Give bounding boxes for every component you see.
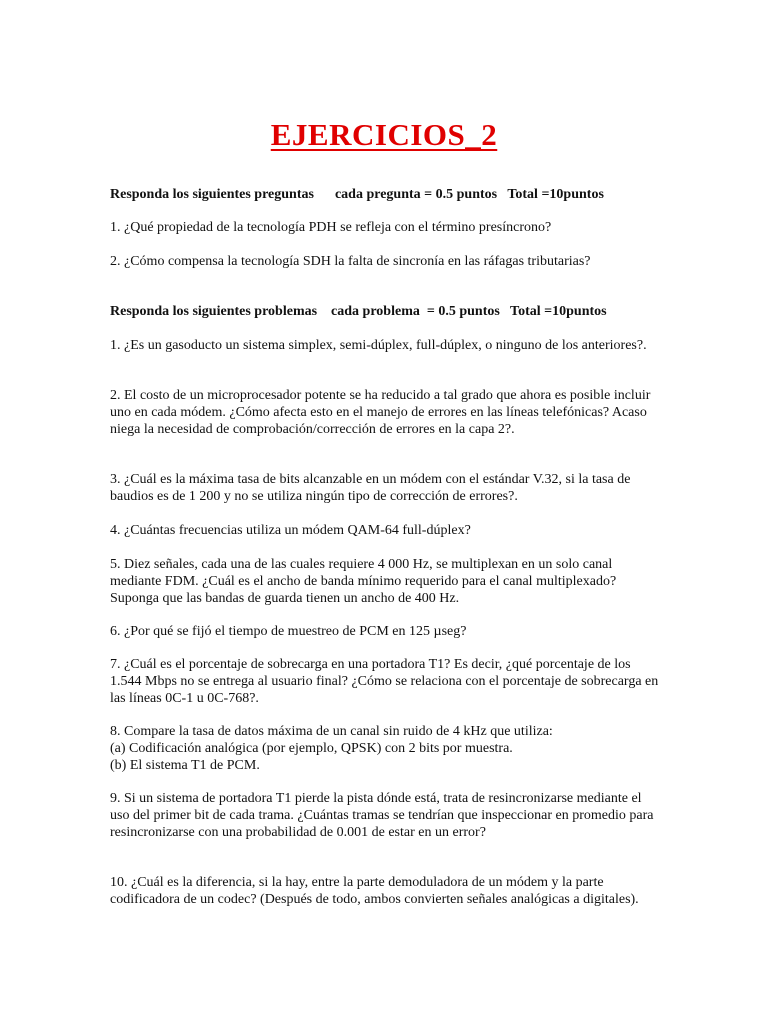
problem-9: 9. Si un sistema de portadora T1 pierde la pista dónde está, trata de resincronizarse mediante el uso del primer bit de cada trama. ¿Cuántas tramas se tendrían que inspeccionar en promedio para resincronizarse con una probabilidad de 0.001 de estar en un error?: [110, 791, 654, 840]
question-1: 1. ¿Qué propiedad de la tecnología PDH se refleja con el término presíncrono?: [110, 220, 552, 235]
page-title: EJERCICIOS_2: [270, 117, 498, 152]
problem-7: 7. ¿Cuál es el porcentaje de sobrecarga en una portadora T1? Es decir, ¿qué porcentaje de los 1.544 Mbps no se entrega al usuario final? ¿Cómo se relaciona con el porcentaje de sobrecarga en las líneas 0C-1 u 0C-768?.: [110, 657, 659, 706]
problem-4: 4. ¿Cuántas frecuencias utiliza un módem QAM-64 full-dúplex?: [110, 523, 471, 538]
problem-2: 2. El costo de un microprocesador potente se ha reducido a tal grado que ahora es posible incluir uno en cada módem. ¿Cómo afecta esto en el manejo de errores en las líneas telefónicas? Acaso niega la necesidad de comprobación/corrección de errores en la capa 2?.: [110, 388, 651, 437]
problem-8: 8. Compare la tasa de datos máxima de un canal sin ruido de 4 kHz que utiliza: (a) Codificación analógica (por ejemplo, QPSK) con 2 bits por muestra. (b) El sistema T1 de PCM.: [110, 724, 553, 773]
problem-3: 3. ¿Cuál es la máxima tasa de bits alcanzable en un módem con el estándar V.32, si la tasa de baudios es de 1 200 y no se utiliza ningún tipo de corrección de errores?.: [110, 472, 631, 504]
problem-5: 5. Diez señales, cada una de las cuales requiere 4 000 Hz, se multiplexan en un solo canal mediante FDM. ¿Cuál es el ancho de banda mínimo requerido para el canal multiplexado? Suponga que las bandas de guarda tienen un ancho de 400 Hz.: [110, 557, 617, 606]
problem-6: 6. ¿Por qué se fijó el tiempo de muestreo de PCM en 125 µseg?: [110, 624, 467, 639]
question-2: 2. ¿Cómo compensa la tecnología SDH la falta de sincronía en las ráfagas tributarias?: [110, 254, 591, 269]
questions-heading: Responda los siguientes preguntas cada pregunta = 0.5 puntos Total =10puntos: [110, 187, 604, 202]
problem-1: 1. ¿Es un gasoducto un sistema simplex, semi-dúplex, full-dúplex, o ninguno de los anteriores?.: [110, 338, 647, 353]
problem-10: 10. ¿Cuál es la diferencia, si la hay, entre la parte demoduladora de un módem y la parte codificadora de un codec? (Después de todo, ambos convierten señales analógicas a digitales).: [110, 875, 639, 907]
problems-heading: Responda los siguientes problemas cada problema = 0.5 puntos Total =10puntos: [110, 304, 607, 319]
